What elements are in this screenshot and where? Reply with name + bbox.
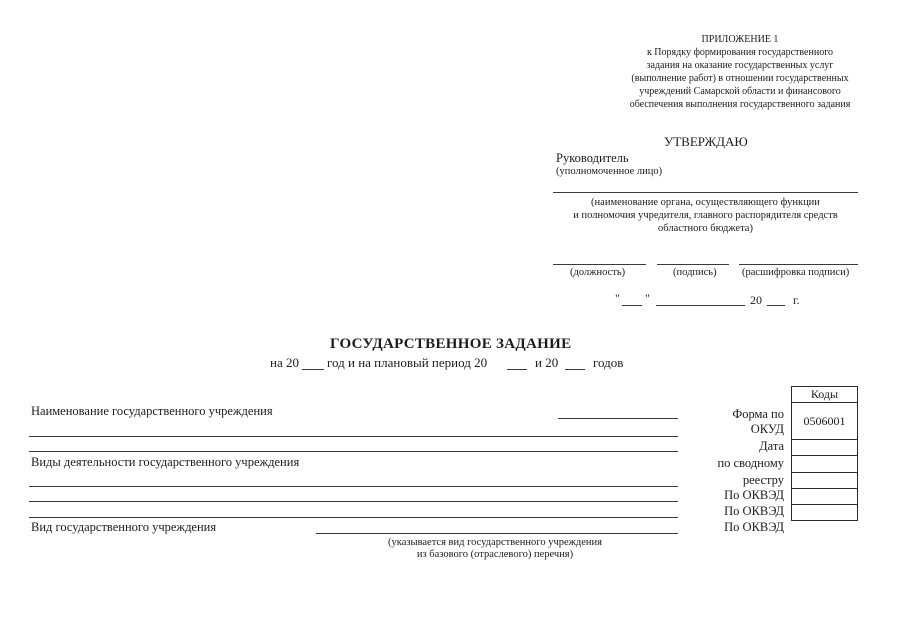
head-label: Руководитель bbox=[556, 151, 629, 165]
date-code-cell bbox=[792, 440, 858, 456]
signature-caption: (подпись) bbox=[673, 267, 717, 278]
institution-type-caption bbox=[350, 537, 640, 561]
date-label-1: Дата bbox=[759, 439, 784, 453]
activity-line-3 bbox=[29, 517, 678, 518]
title-plan-year-line-2 bbox=[565, 369, 585, 370]
date-year-suffix: г. bbox=[793, 293, 800, 307]
okved-label-3: По ОКВЭД bbox=[724, 520, 784, 534]
okved-label-1: По ОКВЭД bbox=[724, 488, 784, 502]
approve-heading: УТВЕРЖДАЮ bbox=[664, 134, 748, 149]
activity-label: Виды деятельности государственного учреждения bbox=[31, 455, 300, 469]
appendix-title: ПРИЛОЖЕНИЕ 1 bbox=[701, 34, 779, 45]
title-year-line bbox=[302, 369, 324, 370]
org-name-line bbox=[553, 192, 858, 193]
document-title: ГОСУДАРСТВЕННОЕ ЗАДАНИЕ bbox=[330, 336, 572, 352]
position-line bbox=[553, 264, 646, 265]
institution-type-label: Вид государственного учреждения bbox=[31, 520, 217, 534]
date-quote-close: " bbox=[645, 291, 650, 305]
signature-line bbox=[657, 264, 729, 265]
date-year-line bbox=[767, 305, 785, 306]
codes-header: Коды bbox=[792, 387, 858, 403]
title-period-start: на 20 bbox=[270, 355, 299, 370]
okved-code-cell-3 bbox=[792, 505, 858, 521]
okved-code-cell-1 bbox=[792, 473, 858, 489]
title-plan-year-line-1 bbox=[507, 369, 527, 370]
institution-type-line bbox=[316, 533, 678, 534]
type-caption-line: (указывается вид государственного учреждения bbox=[388, 537, 602, 548]
date-year-prefix: 20 bbox=[750, 293, 762, 307]
appendix-line: учреждений Самарской области и финансового bbox=[639, 86, 841, 97]
org-caption-line: областного бюджета) bbox=[658, 223, 753, 234]
decoding-line bbox=[739, 264, 858, 265]
okved-label-2: По ОКВЭД bbox=[724, 504, 784, 518]
okved-code-cell-2 bbox=[792, 489, 858, 505]
type-caption-line: из базового (отраслевого) перечня) bbox=[416, 549, 574, 560]
appendix-line: задания на оказание государственных услуг bbox=[646, 60, 834, 71]
activity-line-2 bbox=[29, 501, 678, 502]
decoding-caption: (расшифровка подписи) bbox=[742, 267, 850, 278]
position-caption: (должность) bbox=[570, 267, 626, 278]
activity-line-1 bbox=[29, 486, 678, 487]
registry-code-cell bbox=[792, 456, 858, 473]
appendix-line: (выполнение работ) в отношении государственных bbox=[631, 73, 849, 84]
date-month-line bbox=[656, 305, 745, 306]
okud-code-cell: 0506001 bbox=[792, 403, 858, 440]
title-period-middle: год и на плановый период 20 bbox=[327, 355, 488, 370]
title-period-and: и 20 bbox=[535, 355, 559, 370]
institution-name-label: Наименование государственного учреждения bbox=[31, 404, 273, 418]
form-okud-label-2: ОКУД bbox=[750, 422, 784, 436]
appendix-text bbox=[590, 46, 890, 111]
org-caption bbox=[553, 196, 858, 235]
date-quote-open: " bbox=[615, 291, 620, 305]
org-caption-line: (наименование органа, осуществляющего функции bbox=[591, 197, 820, 208]
head-sub-label: (уполномоченное лицо) bbox=[556, 166, 663, 177]
appendix-line: обеспечения выполнения государственного задания bbox=[629, 99, 851, 110]
title-period-end: годов bbox=[593, 355, 624, 370]
date-day-line bbox=[622, 305, 642, 306]
codes-table bbox=[791, 386, 858, 521]
form-okud-label-1: Форма по bbox=[732, 407, 784, 421]
date-label-3: реестру bbox=[742, 473, 784, 487]
date-label-2: по сводному bbox=[717, 456, 784, 470]
appendix-line: к Порядку формирования государственного bbox=[646, 47, 834, 58]
institution-name-line-1 bbox=[558, 418, 678, 419]
institution-name-line-2 bbox=[29, 436, 678, 437]
institution-name-line-3 bbox=[29, 451, 678, 452]
org-caption-line: и полномочия учредителя, главного распорядителя средств bbox=[573, 210, 838, 221]
